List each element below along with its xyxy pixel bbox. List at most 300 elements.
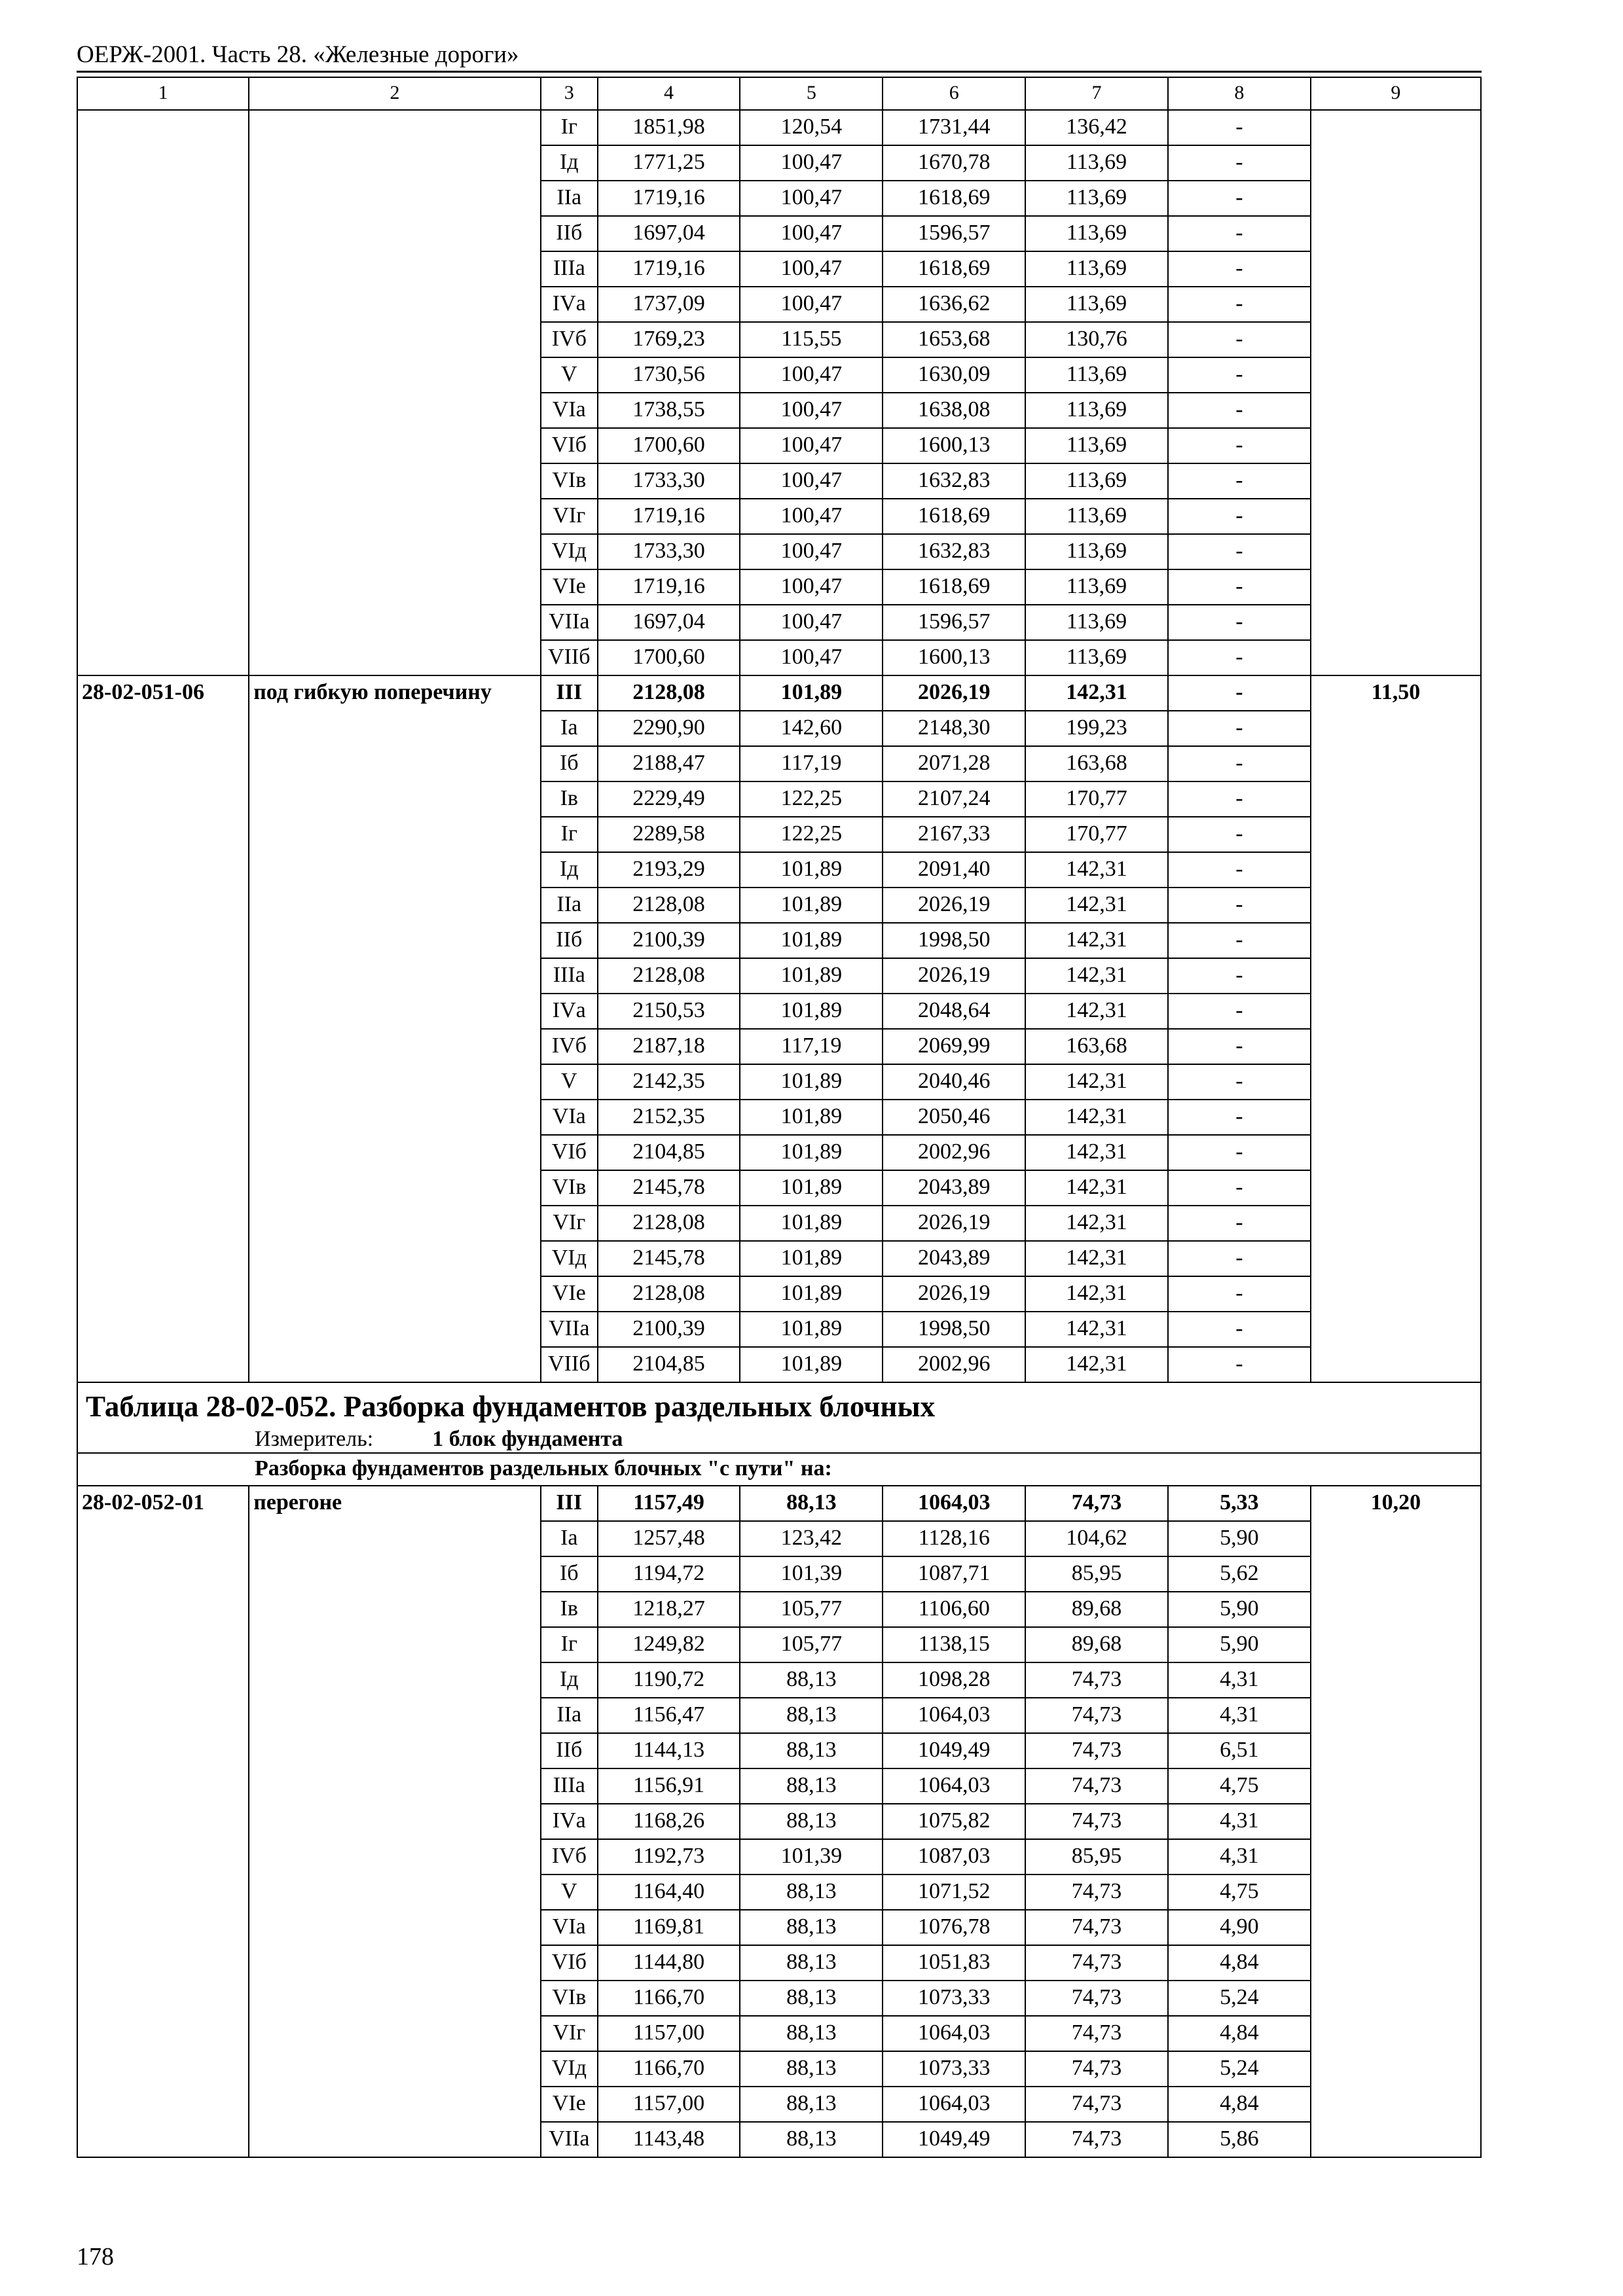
table-cell: 1218,27 <box>598 1592 740 1627</box>
table-cell: 1731,44 <box>883 110 1025 145</box>
table-cell: 1166,70 <box>598 2051 740 2087</box>
table-cell: 2050,46 <box>883 1100 1025 1135</box>
table-cell: 74,73 <box>1025 1804 1168 1839</box>
table-cell: 113,69 <box>1025 357 1168 393</box>
table-cell: 104,62 <box>1025 1521 1168 1556</box>
table-cell: 100,47 <box>740 357 883 393</box>
column-number: 8 <box>1168 77 1311 110</box>
table-cell: 101,89 <box>740 1206 883 1241</box>
column-number: 4 <box>598 77 740 110</box>
table-cell: 142,31 <box>1025 1241 1168 1276</box>
table-cell: 113,69 <box>1025 463 1168 499</box>
table-cell: VIв <box>541 1981 598 2016</box>
table-cell: III <box>541 675 598 711</box>
table-cell: VIб <box>541 1135 598 1170</box>
table-cell: 2128,08 <box>598 1206 740 1241</box>
table-cell: 101,89 <box>740 1276 883 1312</box>
table-cell: 100,47 <box>740 534 883 569</box>
table-cell: - <box>1168 428 1311 463</box>
column-number: 6 <box>883 77 1025 110</box>
table-cell: 1733,30 <box>598 463 740 499</box>
table-cell: Iд <box>541 1662 598 1698</box>
table-cell: 4,84 <box>1168 1945 1311 1981</box>
table-cell: 5,90 <box>1168 1627 1311 1662</box>
table-cell: - <box>1168 145 1311 181</box>
table-cell: VIIа <box>541 2122 598 2157</box>
column-number: 5 <box>740 77 883 110</box>
table-cell: - <box>1168 251 1311 287</box>
table-cell: - <box>1168 393 1311 428</box>
table-cell: 1138,15 <box>883 1627 1025 1662</box>
table-cell: Iб <box>541 1556 598 1592</box>
table-cell: VIа <box>541 393 598 428</box>
table-cell: 100,47 <box>740 287 883 322</box>
table-cell: 117,19 <box>740 746 883 781</box>
table-cell: 5,62 <box>1168 1556 1311 1592</box>
table-cell: 2071,28 <box>883 746 1025 781</box>
table-cell: 88,13 <box>740 1874 883 1910</box>
table-cell: 1600,13 <box>883 428 1025 463</box>
table-cell: 4,31 <box>1168 1839 1311 1874</box>
table-cell: 101,39 <box>740 1839 883 1874</box>
table-cell: 101,89 <box>740 923 883 958</box>
table-cell: 2289,58 <box>598 817 740 852</box>
table-cell: 2229,49 <box>598 781 740 817</box>
table-cell: 1670,78 <box>883 145 1025 181</box>
table-cell: 1697,04 <box>598 605 740 640</box>
column-number: 7 <box>1025 77 1168 110</box>
table-cell: 163,68 <box>1025 1029 1168 1064</box>
table-cell: 5,33 <box>1168 1486 1311 1521</box>
table-cell: 2043,89 <box>883 1241 1025 1276</box>
table-cell: 1618,69 <box>883 181 1025 216</box>
table-cell: 1064,03 <box>883 2016 1025 2051</box>
table-cell: VIе <box>541 1276 598 1312</box>
table-cell: 100,47 <box>740 605 883 640</box>
table-cell: 2145,78 <box>598 1170 740 1206</box>
table-cell: 1144,13 <box>598 1733 740 1768</box>
table-subtitle-row <box>77 1453 1481 1486</box>
table-cell: IVа <box>541 1804 598 1839</box>
table-cell: 113,69 <box>1025 181 1168 216</box>
table-cell: 88,13 <box>740 2016 883 2051</box>
header-rule <box>77 71 1482 73</box>
table-cell: Iа <box>541 1521 598 1556</box>
table-cell: 1157,00 <box>598 2087 740 2122</box>
table-cell: - <box>1168 322 1311 357</box>
table-cell: 113,69 <box>1025 569 1168 605</box>
table-cell: VIг <box>541 499 598 534</box>
table-cell: VIд <box>541 1241 598 1276</box>
table-cell: 122,25 <box>740 781 883 817</box>
table-cell: 1618,69 <box>883 251 1025 287</box>
table-cell: 101,89 <box>740 675 883 711</box>
table-cell: 1087,71 <box>883 1556 1025 1592</box>
table-cell: 136,42 <box>1025 110 1168 145</box>
table-cell: Iв <box>541 781 598 817</box>
table-cell: 113,69 <box>1025 605 1168 640</box>
table-cell: 113,69 <box>1025 428 1168 463</box>
table-cell: IIа <box>541 888 598 923</box>
table-cell: VIа <box>541 1100 598 1135</box>
table-cell: IIб <box>541 923 598 958</box>
table-cell: 1087,03 <box>883 1839 1025 1874</box>
table-cell: 1190,72 <box>598 1662 740 1698</box>
table-cell: 1738,55 <box>598 393 740 428</box>
table-cell: IIIа <box>541 251 598 287</box>
table-cell: 4,31 <box>1168 1662 1311 1698</box>
table-cell: 2002,96 <box>883 1347 1025 1382</box>
table-cell: Iг <box>541 1627 598 1662</box>
table-cell: - <box>1168 1312 1311 1347</box>
page-header: ОЕРЖ-2001. Часть 28. «Железные дороги» <box>77 41 519 68</box>
table-cell: 142,31 <box>1025 1347 1168 1382</box>
table-cell: 2188,47 <box>598 746 740 781</box>
table-cell: 100,47 <box>740 499 883 534</box>
table-cell: 88,13 <box>740 1486 883 1521</box>
table-cell: 100,47 <box>740 181 883 216</box>
column-number: 9 <box>1311 77 1481 110</box>
table-cell: 88,13 <box>740 1733 883 1768</box>
table-cell: 5,24 <box>1168 2051 1311 2087</box>
table-cell: 2048,64 <box>883 994 1025 1029</box>
page-number: 178 <box>77 2243 114 2270</box>
table-cell: 142,31 <box>1025 852 1168 888</box>
table-cell: VIе <box>541 569 598 605</box>
table-cell: 100,47 <box>740 640 883 675</box>
table-cell: - <box>1168 110 1311 145</box>
table-cell: 2100,39 <box>598 923 740 958</box>
table-cell: 88,13 <box>740 2051 883 2087</box>
table-cell: 1192,73 <box>598 1839 740 1874</box>
table-cell: - <box>1168 216 1311 251</box>
table-cell: 5,24 <box>1168 1981 1311 2016</box>
table-cell: VIе <box>541 2087 598 2122</box>
table-cell: 1596,57 <box>883 216 1025 251</box>
table-cell: 142,31 <box>1025 1064 1168 1100</box>
table-cell: VIд <box>541 2051 598 2087</box>
table-cell: - <box>1168 534 1311 569</box>
table-cell: 1064,03 <box>883 2087 1025 2122</box>
table-cell: 1596,57 <box>883 605 1025 640</box>
table-cell: - <box>1168 569 1311 605</box>
table-cell: - <box>1168 181 1311 216</box>
table-cell: 1064,03 <box>883 1486 1025 1521</box>
table-cell: 4,84 <box>1168 2087 1311 2122</box>
table-cell: Iб <box>541 746 598 781</box>
table-cell: 1143,48 <box>598 2122 740 2157</box>
table-cell: 1719,16 <box>598 181 740 216</box>
table-cell: - <box>1168 711 1311 746</box>
table-cell: 113,69 <box>1025 287 1168 322</box>
table-cell: 1632,83 <box>883 534 1025 569</box>
table-cell: 1144,80 <box>598 1945 740 1981</box>
table-cell: 142,31 <box>1025 1206 1168 1241</box>
table-cell: 2026,19 <box>883 1206 1025 1241</box>
table-cell: 1636,62 <box>883 287 1025 322</box>
table-cell: 142,31 <box>1025 1170 1168 1206</box>
table-cell: 105,77 <box>740 1592 883 1627</box>
table-cell: VIб <box>541 428 598 463</box>
table-cell: 122,25 <box>740 817 883 852</box>
table-cell: 4,31 <box>1168 1698 1311 1733</box>
table-cell: 1071,52 <box>883 1874 1025 1910</box>
table-cell: 1600,13 <box>883 640 1025 675</box>
meter-line <box>78 1426 1480 1452</box>
table-cell: 88,13 <box>740 1945 883 1981</box>
table-cell: 1700,60 <box>598 428 740 463</box>
table-cell: VIв <box>541 1170 598 1206</box>
table-cell: IIа <box>541 1698 598 1733</box>
table-subtitle: Разборка фундаментов раздельных блочных "с пути" на: <box>77 1453 1481 1486</box>
table-cell: 2145,78 <box>598 1241 740 1276</box>
table-cell: - <box>1168 852 1311 888</box>
table-cell: - <box>1168 1206 1311 1241</box>
table-cell: 1719,16 <box>598 251 740 287</box>
table-cell: 2128,08 <box>598 1276 740 1312</box>
table-cell: 1769,23 <box>598 322 740 357</box>
table-cell: 1169,81 <box>598 1910 740 1945</box>
table-cell: 1618,69 <box>883 569 1025 605</box>
table-cell: - <box>1168 287 1311 322</box>
table-cell: - <box>1168 1241 1311 1276</box>
table-cell: - <box>1168 640 1311 675</box>
table-cell: 74,73 <box>1025 1945 1168 1981</box>
table-cell: 5,90 <box>1168 1592 1311 1627</box>
table-cell: VIв <box>541 463 598 499</box>
table-cell: 5,86 <box>1168 2122 1311 2157</box>
table-cell: 88,13 <box>740 1768 883 1804</box>
table-cell: 142,31 <box>1025 1135 1168 1170</box>
table-cell: 2026,19 <box>883 888 1025 923</box>
table-cell: 74,73 <box>1025 1768 1168 1804</box>
table-cell: 101,89 <box>740 852 883 888</box>
table-cell: 88,13 <box>740 2122 883 2157</box>
table-cell: - <box>1168 746 1311 781</box>
table-cell: 101,89 <box>740 1347 883 1382</box>
table-cell: 1164,40 <box>598 1874 740 1910</box>
table-cell: IVб <box>541 1029 598 1064</box>
code-cell <box>77 110 249 675</box>
table-cell: 101,89 <box>740 1100 883 1135</box>
table-cell: IIа <box>541 181 598 216</box>
table-cell: V <box>541 1874 598 1910</box>
table-cell: 1998,50 <box>883 1312 1025 1347</box>
table-cell: 2128,08 <box>598 675 740 711</box>
table-cell: 2069,99 <box>883 1029 1025 1064</box>
table-cell: 1166,70 <box>598 1981 740 2016</box>
table-cell: 1157,49 <box>598 1486 740 1521</box>
table-cell: 74,73 <box>1025 1981 1168 2016</box>
table-cell: 142,31 <box>1025 923 1168 958</box>
table-cell: - <box>1168 1347 1311 1382</box>
table-cell: 2100,39 <box>598 1312 740 1347</box>
table-cell: - <box>1168 958 1311 994</box>
table-cell: 74,73 <box>1025 1910 1168 1945</box>
table-cell: - <box>1168 781 1311 817</box>
table-cell: 2002,96 <box>883 1135 1025 1170</box>
name-cell <box>249 110 541 675</box>
table-title <box>77 1382 1481 1453</box>
table-cell: 2152,35 <box>598 1100 740 1135</box>
table-cell: 170,77 <box>1025 781 1168 817</box>
table-cell: 74,73 <box>1025 2016 1168 2051</box>
table-cell: 100,47 <box>740 216 883 251</box>
column-number: 3 <box>541 77 598 110</box>
table-cell: 1697,04 <box>598 216 740 251</box>
table-cell: 113,69 <box>1025 534 1168 569</box>
table-cell: 1249,82 <box>598 1627 740 1662</box>
table-cell: 101,89 <box>740 1135 883 1170</box>
table-cell: 117,19 <box>740 1029 883 1064</box>
table-cell: 4,75 <box>1168 1768 1311 1804</box>
table-cell: 120,54 <box>740 110 883 145</box>
table-cell: 1156,91 <box>598 1768 740 1804</box>
table-cell: 2148,30 <box>883 711 1025 746</box>
table-cell: VIIб <box>541 640 598 675</box>
table-cell: 2187,18 <box>598 1029 740 1064</box>
table-cell: 1733,30 <box>598 534 740 569</box>
table-cell: 123,42 <box>740 1521 883 1556</box>
table-cell: 2142,35 <box>598 1064 740 1100</box>
table-cell: Iд <box>541 852 598 888</box>
table-cell: 101,89 <box>740 1064 883 1100</box>
table-cell: 1064,03 <box>883 1768 1025 1804</box>
table-cell: 74,73 <box>1025 2051 1168 2087</box>
table-cell: 4,31 <box>1168 1804 1311 1839</box>
main-row <box>77 1486 1481 1521</box>
table-cell: 1098,28 <box>883 1662 1025 1698</box>
table-cell: 1051,83 <box>883 1945 1025 1981</box>
table-cell: VIIб <box>541 1347 598 1382</box>
table-cell: 88,13 <box>740 1910 883 1945</box>
table-cell: 1630,09 <box>883 357 1025 393</box>
col9-cell: 11,50 <box>1311 675 1481 1382</box>
table-cell: 1049,49 <box>883 2122 1025 2157</box>
column-number: 1 <box>77 77 249 110</box>
main-row <box>77 675 1481 711</box>
table-row <box>77 110 1481 145</box>
table-cell: 2193,29 <box>598 852 740 888</box>
table-cell: - <box>1168 923 1311 958</box>
table-cell: 85,95 <box>1025 1839 1168 1874</box>
table-cell: 1049,49 <box>883 1733 1025 1768</box>
table-cell: Iг <box>541 110 598 145</box>
table-cell: 2040,46 <box>883 1064 1025 1100</box>
table-cell: 113,69 <box>1025 499 1168 534</box>
table-cell: VIа <box>541 1910 598 1945</box>
table-cell: 88,13 <box>740 1662 883 1698</box>
table-cell: - <box>1168 1135 1311 1170</box>
table-cell: 101,89 <box>740 1241 883 1276</box>
col9-cell <box>1311 110 1481 675</box>
table-cell: 170,77 <box>1025 817 1168 852</box>
table-cell: 1618,69 <box>883 499 1025 534</box>
table-cell: IVа <box>541 994 598 1029</box>
table-cell: 1156,47 <box>598 1698 740 1733</box>
col9-cell: 10,20 <box>1311 1486 1481 2157</box>
table-cell: 113,69 <box>1025 393 1168 428</box>
name-cell: под гибкую поперечину <box>249 675 541 1382</box>
table-cell: VIг <box>541 2016 598 2051</box>
table-cell: 142,31 <box>1025 958 1168 994</box>
table-cell: 101,89 <box>740 994 883 1029</box>
table-cell: 130,76 <box>1025 322 1168 357</box>
table-cell: 1632,83 <box>883 463 1025 499</box>
table-cell: - <box>1168 605 1311 640</box>
table-cell: 163,68 <box>1025 746 1168 781</box>
table-cell: III <box>541 1486 598 1521</box>
table-cell: 5,90 <box>1168 1521 1311 1556</box>
table-cell: 1073,33 <box>883 2051 1025 2087</box>
table-cell: 88,13 <box>740 2087 883 2122</box>
table-cell: 101,39 <box>740 1556 883 1592</box>
table-cell: 2104,85 <box>598 1135 740 1170</box>
name-cell: перегоне <box>249 1486 541 2157</box>
table-cell: 142,31 <box>1025 1276 1168 1312</box>
table-cell: 2128,08 <box>598 958 740 994</box>
table-cell: 100,47 <box>740 251 883 287</box>
rates-table <box>77 77 1482 2158</box>
table-cell: 88,13 <box>740 1804 883 1839</box>
code-cell: 28-02-052-01 <box>77 1486 249 2157</box>
table-cell: IIIа <box>541 958 598 994</box>
table-cell: VIд <box>541 534 598 569</box>
table-cell: 113,69 <box>1025 145 1168 181</box>
table-cell: 1106,60 <box>883 1592 1025 1627</box>
table-cell: IVа <box>541 287 598 322</box>
table-cell: 1719,16 <box>598 569 740 605</box>
table-cell: 2150,53 <box>598 994 740 1029</box>
table-cell: 4,75 <box>1168 1874 1311 1910</box>
table-title-text: Таблица 28-02-052. Разборка фундаментов раздельных блочных <box>86 1390 936 1423</box>
table-cell: 74,73 <box>1025 1662 1168 1698</box>
table-cell: 2026,19 <box>883 958 1025 994</box>
table-cell: VIб <box>541 1945 598 1981</box>
table-cell: 1653,68 <box>883 322 1025 357</box>
table-cell: 1771,25 <box>598 145 740 181</box>
table-cell: 2167,33 <box>883 817 1025 852</box>
table-cell: 1064,03 <box>883 1698 1025 1733</box>
table-cell: Iг <box>541 817 598 852</box>
table-cell: 1851,98 <box>598 110 740 145</box>
table-cell: 2290,90 <box>598 711 740 746</box>
table-cell: 88,13 <box>740 1981 883 2016</box>
table-cell: - <box>1168 1100 1311 1135</box>
table-cell: 1700,60 <box>598 640 740 675</box>
table-cell: - <box>1168 1029 1311 1064</box>
table-cell: 74,73 <box>1025 2087 1168 2122</box>
table-cell: 89,68 <box>1025 1627 1168 1662</box>
table-cell: - <box>1168 1276 1311 1312</box>
table-cell: 1075,82 <box>883 1804 1025 1839</box>
table-cell: 100,47 <box>740 428 883 463</box>
table-cell: IVб <box>541 1839 598 1874</box>
table-cell: VIIа <box>541 605 598 640</box>
table-cell: 2026,19 <box>883 675 1025 711</box>
table-cell: 100,47 <box>740 145 883 181</box>
code-cell: 28-02-051-06 <box>77 675 249 1382</box>
table-cell: 74,73 <box>1025 1733 1168 1768</box>
table-cell: Iв <box>541 1592 598 1627</box>
table-cell: - <box>1168 357 1311 393</box>
table-cell: - <box>1168 1064 1311 1100</box>
table-cell: 113,69 <box>1025 216 1168 251</box>
table-cell: - <box>1168 817 1311 852</box>
table-cell: 101,89 <box>740 1312 883 1347</box>
table-cell: 4,84 <box>1168 2016 1311 2051</box>
table-cell: Iд <box>541 145 598 181</box>
